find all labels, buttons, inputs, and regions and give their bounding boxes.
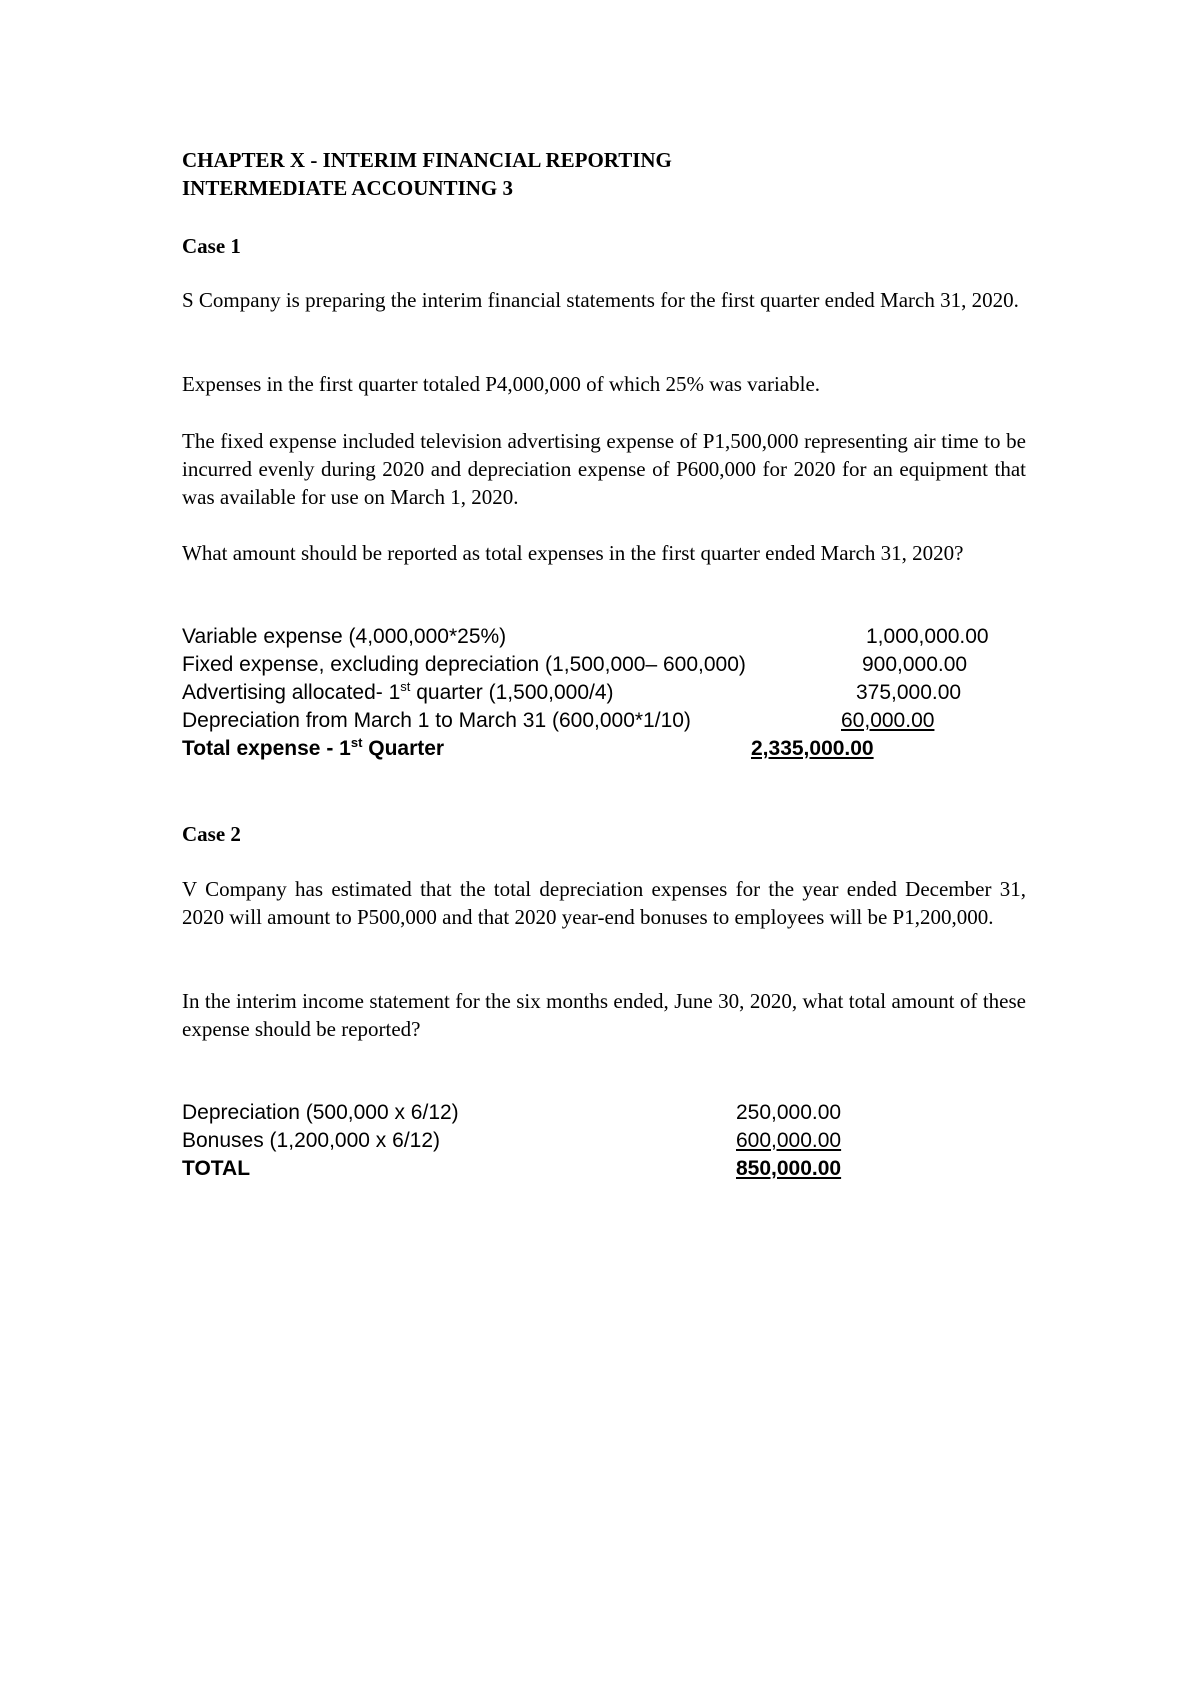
case2-row-depreciation-label: Depreciation (500,000 x 6/12) — [182, 1101, 459, 1124]
case2-question: In the interim income statement for the six months ended, June 30, 2020, what total amount of these expense should be reported? — [182, 989, 1026, 1041]
case1-total-amount: 2,335,000.00 — [751, 737, 874, 760]
case2-row-bonuses-amount: 600,000.00 — [736, 1129, 842, 1152]
case1-row-depreciation-amount: 60,000.00 — [841, 709, 935, 732]
case1-question: What amount should be reported as total expenses in the first quarter ended March 31, 2020? — [182, 541, 964, 565]
case2-total-amount: 850,000.00 — [736, 1157, 842, 1180]
case1-row-advertising-label: Advertising allocated- 1st quarter (1,500,000/4) — [182, 679, 614, 704]
case2-row-bonuses-label: Bonuses (1,200,000 x 6/12) — [182, 1129, 441, 1152]
case1-row-advertising-amount: 375,000.00 — [856, 681, 962, 704]
course-title: INTERMEDIATE ACCOUNTING 3 — [182, 176, 513, 200]
case1-row-variable-label: Variable expense (4,000,000*25%) — [182, 625, 507, 648]
case2-heading: Case 2 — [182, 822, 241, 846]
case2-paragraph-intro: V Company has estimated that the total depreciation expenses for the year ended December 31, 2020 will amount to P500,000 and that 2020 year-end bonuses to employees will be P1,200,000. — [182, 877, 1026, 929]
case2-row-depreciation-amount: 250,000.00 — [736, 1101, 842, 1124]
case1-heading: Case 1 — [182, 234, 241, 258]
case1-paragraph-expenses: Expenses in the first quarter totaled P4,000,000 of which 25% was variable. — [182, 372, 821, 396]
case1-row-variable-amount: 1,000,000.00 — [866, 625, 989, 648]
chapter-title: CHAPTER X - INTERIM FINANCIAL REPORTING — [182, 148, 672, 172]
case2-total-label: TOTAL — [182, 1157, 251, 1180]
case1-row-depreciation-label: Depreciation from March 1 to March 31 (600,000*1/10) — [182, 709, 691, 732]
case1-row-fixed-amount: 900,000.00 — [862, 653, 968, 676]
case1-paragraph-intro: S Company is preparing the interim financial statements for the first quarter ended March 31, 2020. — [182, 288, 1019, 312]
case1-total-label: Total expense - 1st Quarter — [182, 735, 445, 760]
case1-paragraph-fixed-expense: The fixed expense included television advertising expense of P1,500,000 representing air time to be incurred evenly during 2020 and depreciation expense of P600,000 for 2020 for an equipment that was available for use on March 1, 2020. — [182, 429, 1026, 509]
case1-row-fixed-label: Fixed expense, excluding depreciation (1,500,000– 600,000) — [182, 653, 746, 676]
